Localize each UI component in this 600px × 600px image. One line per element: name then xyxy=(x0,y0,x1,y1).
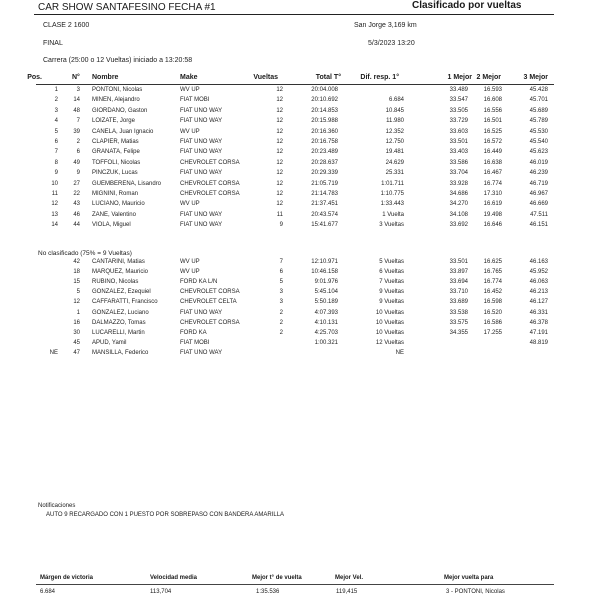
cell-laps: 6 xyxy=(279,269,283,276)
cell-l3: 46.063 xyxy=(529,279,548,286)
cell-l2: 17.310 xyxy=(483,191,502,197)
cell-num: 5 xyxy=(76,289,80,296)
cell-gap: 3 Vueltas xyxy=(379,222,404,229)
cell-make: WV UP xyxy=(180,128,200,135)
cell-l2: 16.525 xyxy=(483,128,502,135)
cell-make: FIAT UNO WAY xyxy=(180,222,223,229)
cell-total: 21:37.451 xyxy=(311,201,338,208)
cell-name: MIGNINI, Roman xyxy=(92,191,139,197)
table-row xyxy=(0,212,600,222)
cell-name: CLAPIER, Matias xyxy=(92,139,139,145)
cell-num: 6 xyxy=(76,149,80,156)
cell-laps: 12 xyxy=(276,118,283,125)
cell-gap: 1:10.775 xyxy=(380,191,404,197)
cell-make: WV UP xyxy=(180,269,200,276)
table-row xyxy=(0,269,600,279)
cell-pos: 6 xyxy=(54,139,58,145)
cell-l2: 16.501 xyxy=(483,118,502,125)
cell-l3: 48.819 xyxy=(529,339,548,346)
best-speed-value: 119,415 xyxy=(336,589,358,595)
cell-make: FIAT UNO WAY xyxy=(180,118,223,125)
cell-l2: 16.625 xyxy=(483,259,502,265)
margin-value: 6.684 xyxy=(40,589,56,595)
cell-laps: 12 xyxy=(276,97,283,104)
cell-num: 7 xyxy=(76,118,80,125)
cell-l3: 45.540 xyxy=(529,139,548,145)
cell-make: CHEVROLET CORSA xyxy=(180,159,240,166)
cell-l2: 16.765 xyxy=(483,269,502,276)
cell-num: 43 xyxy=(73,201,80,208)
cell-l1: 33.403 xyxy=(449,149,468,156)
cell-l2: 16.774 xyxy=(483,279,502,286)
cell-l3: 45.952 xyxy=(529,269,548,276)
date-label: 5/3/2023 13:20 xyxy=(368,40,415,47)
cell-total: 4:07.393 xyxy=(314,309,338,316)
cell-l1: 33.710 xyxy=(449,289,468,296)
cell-l1: 33.897 xyxy=(449,269,468,276)
cell-laps: 9 xyxy=(279,222,283,229)
cell-make: FORD KA xyxy=(180,329,207,336)
cell-total: 20:14.853 xyxy=(311,107,338,114)
cell-pos: 1 xyxy=(54,87,58,93)
cell-num: 30 xyxy=(73,329,80,336)
cell-l2: 16.520 xyxy=(483,309,502,316)
cell-total: 20:15.988 xyxy=(311,118,338,125)
cell-make: CHEVROLET CORSA xyxy=(180,180,240,187)
cell-name: GONZALEZ, Luciano xyxy=(92,309,149,316)
cell-name: GONZALEZ, Ezequiel xyxy=(92,289,151,296)
cell-gap: 6.684 xyxy=(388,97,404,104)
cell-make: FIAT UNO WAY xyxy=(180,149,223,156)
table-row xyxy=(0,259,600,269)
notes-title: Notificaciones xyxy=(38,503,76,509)
cell-l2: 16.449 xyxy=(483,149,502,156)
cell-name: LUCARELLI, Martin xyxy=(92,329,145,336)
table-row xyxy=(0,279,600,289)
cell-make: FIAT MOBI xyxy=(180,97,210,104)
cell-l2: 16.608 xyxy=(483,97,502,104)
cell-laps: 12 xyxy=(276,139,283,145)
report-title: Clasificado por vueltas xyxy=(412,0,522,11)
table-row xyxy=(0,289,600,299)
cell-total: 10:46.158 xyxy=(311,269,338,276)
cell-gap: 10 Vueltas xyxy=(375,329,404,336)
table-row xyxy=(0,320,600,330)
cell-laps: 12 xyxy=(276,191,283,197)
cell-laps: 2 xyxy=(279,329,283,336)
cell-gap: 10 Vueltas xyxy=(375,319,404,326)
cell-l3: 46.967 xyxy=(529,191,548,197)
cell-l1: 34.108 xyxy=(449,211,468,218)
cell-l2: 19.498 xyxy=(483,211,502,218)
cell-num: 49 xyxy=(73,159,80,166)
cell-name: GUEMBERENA, Lisandro xyxy=(92,180,162,187)
cell-gap: 24.629 xyxy=(385,159,404,166)
cell-laps: 3 xyxy=(279,289,283,296)
cell-l2: 16.646 xyxy=(483,222,502,229)
cell-laps: 11 xyxy=(276,211,283,218)
table-row xyxy=(0,310,600,320)
cell-l1: 33.928 xyxy=(449,180,468,187)
cell-make: CHEVROLET CORSA xyxy=(180,319,240,326)
cell-l2: 16.556 xyxy=(483,107,502,114)
cell-name: CANTARINI, Matias xyxy=(92,259,145,265)
cell-l2: 16.586 xyxy=(483,319,502,326)
cell-num: 48 xyxy=(73,107,80,114)
cell-l3: 46.331 xyxy=(529,309,548,316)
cell-num: 45 xyxy=(73,339,80,346)
cell-total: 5:45.104 xyxy=(314,289,338,296)
cell-gap: 1:01.711 xyxy=(381,180,404,187)
col-lap2: 2 Mejor xyxy=(476,74,501,81)
cell-name: DALMAZZO, Tomas xyxy=(92,319,146,326)
cell-gap: 9 Vueltas xyxy=(379,289,404,296)
cell-name: CANELA, Juan Ignacio xyxy=(92,128,154,135)
cell-pos: 14 xyxy=(51,222,58,229)
track-label: San Jorge 3,169 km xyxy=(354,22,417,29)
col-total: Total T° xyxy=(315,74,341,81)
cell-l3: 45.701 xyxy=(529,97,548,104)
cell-make: WV UP xyxy=(180,259,200,265)
cell-gap: 9 Vueltas xyxy=(379,299,404,306)
cell-l3: 47.511 xyxy=(530,211,548,218)
cell-l3: 45.623 xyxy=(529,149,548,156)
table-row xyxy=(0,160,600,170)
cell-l2: 16.619 xyxy=(483,201,502,208)
cell-name: VIOLA, Miguel xyxy=(92,222,131,229)
cell-pos: 3 xyxy=(54,107,58,114)
cell-make: CHEVROLET CELTA xyxy=(180,299,237,306)
cell-laps: 12 xyxy=(276,128,283,135)
cell-laps: 3 xyxy=(279,299,283,306)
cell-l3: 45.530 xyxy=(529,128,548,135)
cell-total: 20:43.574 xyxy=(311,211,338,218)
cell-l3: 47.191 xyxy=(529,329,548,336)
cell-total: 5:50.189 xyxy=(314,299,338,306)
table-row xyxy=(0,350,600,360)
cell-num: 42 xyxy=(73,259,80,265)
cell-total: 20:28.637 xyxy=(311,159,338,166)
margin-label: Márgen de victoria xyxy=(40,575,94,581)
cell-pos: 7 xyxy=(54,149,58,156)
best-lap-for-label: Mejor vuelta para xyxy=(444,575,494,581)
cell-laps: 5 xyxy=(279,279,283,286)
table-row xyxy=(0,201,600,211)
cell-pos: 9 xyxy=(54,170,58,177)
cell-l3: 46.151 xyxy=(529,222,548,229)
cell-pos: 11 xyxy=(51,191,58,197)
cell-gap: 19.481 xyxy=(385,149,404,156)
cell-make: CHEVROLET CORSA xyxy=(180,289,240,296)
cell-pos: 5 xyxy=(54,128,58,135)
cell-total: 20:10.692 xyxy=(311,97,338,104)
col-gap: Dif. resp. 1° xyxy=(360,74,399,81)
cell-l3: 46.213 xyxy=(529,289,548,296)
cell-total: 21:14.783 xyxy=(311,191,338,197)
cell-name: GIORDANO, Gaston xyxy=(92,107,148,114)
cell-name: LUCIANO, Mauricio xyxy=(92,201,145,208)
cell-laps: 12 xyxy=(276,107,283,114)
cell-pos: 13 xyxy=(51,211,58,218)
cell-gap: 5 Vueltas xyxy=(379,259,404,265)
cell-name: LOIZATE, Jorge xyxy=(92,118,135,125)
cell-gap: 25.331 xyxy=(385,170,404,177)
cell-make: FORD KA L/N xyxy=(180,279,218,286)
cell-pos: 8 xyxy=(54,159,58,166)
cell-pos: 10 xyxy=(51,180,58,187)
cell-name: PONTONI, Nicolas xyxy=(92,87,143,93)
col-lap3: 3 Mejor xyxy=(523,74,548,81)
cell-name: MINEN, Alejandro xyxy=(92,97,140,104)
cell-l1: 33.547 xyxy=(449,97,468,104)
cell-num: 27 xyxy=(73,180,80,187)
cell-num: 22 xyxy=(73,191,80,197)
cell-l1: 33.603 xyxy=(449,128,468,135)
table-row xyxy=(0,108,600,118)
cell-l3: 46.239 xyxy=(529,170,548,177)
table-row xyxy=(0,299,600,309)
cell-laps: 12 xyxy=(276,201,283,208)
cell-name: ZANE, Valentino xyxy=(92,211,136,218)
cell-total: 20:16.758 xyxy=(311,139,338,145)
cell-total: 15:41.677 xyxy=(311,222,338,229)
avg-speed-value: 113,704 xyxy=(150,589,172,595)
notes-item: AUTO 9 RECARGADO CON 1 PUESTO POR SOBREPASO CON BANDERA AMARILLA xyxy=(46,512,285,518)
cell-total: 20:04.008 xyxy=(311,87,338,93)
cell-gap: 12.750 xyxy=(385,139,404,145)
cell-l2: 16.593 xyxy=(483,87,502,93)
cell-name: GRANATA, Felipe xyxy=(92,149,140,156)
cell-l1: 33.586 xyxy=(449,159,468,166)
cell-l3: 45.789 xyxy=(529,118,548,125)
cell-l3: 46.019 xyxy=(529,159,548,166)
cell-l2: 17.255 xyxy=(483,329,502,336)
summary-divider xyxy=(36,584,554,585)
cell-num: 3 xyxy=(76,87,80,93)
table-row xyxy=(0,118,600,128)
cell-pos: 12 xyxy=(51,201,58,208)
cell-make: FIAT UNO WAY xyxy=(180,309,223,316)
cell-total: 20:29.339 xyxy=(311,170,338,177)
race-info: Carrera (25:00 o 12 Vueltas) iniciado a 13:20:58 xyxy=(43,57,193,64)
cell-total: 4:25.703 xyxy=(314,329,338,336)
cell-l1: 34.270 xyxy=(449,201,468,208)
cell-l3: 46.719 xyxy=(529,180,548,187)
col-make: Make xyxy=(180,74,198,81)
cell-l3: 46.163 xyxy=(529,259,548,265)
cell-gap: 1:33.443 xyxy=(380,201,404,208)
cell-make: FIAT UNO WAY xyxy=(180,139,223,145)
cell-l1: 34.686 xyxy=(449,191,468,197)
table-row xyxy=(0,181,600,191)
cell-gap: 1 Vuelta xyxy=(382,211,404,218)
cell-gap: 12.352 xyxy=(385,128,404,135)
avg-speed-label: Velocidad media xyxy=(150,575,198,581)
cell-num: 9 xyxy=(76,170,80,177)
cell-num: 15 xyxy=(73,279,80,286)
cell-gap: 10.845 xyxy=(385,107,404,114)
cell-laps: 12 xyxy=(276,159,283,166)
table-row xyxy=(0,170,600,180)
cell-l2: 16.452 xyxy=(483,289,502,296)
cell-l1: 33.692 xyxy=(449,222,468,229)
cell-l2: 16.638 xyxy=(483,159,502,166)
cell-make: WV UP xyxy=(180,201,200,208)
col-name: Nombre xyxy=(92,74,119,81)
best-lap-value: 1:35.536 xyxy=(256,589,280,595)
not-classified-label: No clasificado (75% = 9 Vueltas) xyxy=(38,250,132,257)
cell-total: 20:16.360 xyxy=(311,128,338,135)
cell-gap: NE xyxy=(395,349,404,356)
cell-num: 47 xyxy=(73,349,80,356)
cell-l1: 33.704 xyxy=(449,170,468,177)
cell-l1: 33.489 xyxy=(449,87,468,93)
col-num: N° xyxy=(72,74,80,81)
cell-l3: 45.428 xyxy=(529,87,548,93)
cell-l1: 33.694 xyxy=(449,279,468,286)
table-row xyxy=(0,87,600,97)
cell-make: WV UP xyxy=(180,87,200,93)
table-row xyxy=(0,149,600,159)
cell-make: FIAT UNO WAY xyxy=(180,170,223,177)
cell-num: 2 xyxy=(76,139,80,145)
cell-l3: 46.378 xyxy=(529,319,548,326)
cell-l1: 33.689 xyxy=(449,299,468,306)
cell-num: 14 xyxy=(73,97,80,104)
cell-gap: 12 Vueltas xyxy=(375,339,404,346)
cell-laps: 12 xyxy=(276,87,283,93)
cell-laps: 7 xyxy=(279,259,283,265)
cell-l1: 33.501 xyxy=(449,259,468,265)
cell-laps: 2 xyxy=(279,319,283,326)
cell-l1: 33.729 xyxy=(449,118,468,125)
title-divider xyxy=(34,14,554,15)
cell-name: CAFFARATTI, Francisco xyxy=(92,299,158,306)
cell-l3: 46.669 xyxy=(529,201,548,208)
cell-make: FIAT UNO WAY xyxy=(180,107,223,114)
table-row xyxy=(0,191,600,201)
col-lap1: 1 Mejor xyxy=(447,74,472,81)
session-label: FINAL xyxy=(43,40,63,47)
cell-make: FIAT UNO WAY xyxy=(180,211,223,218)
cell-total: 12:10.971 xyxy=(311,259,338,265)
event-title: CAR SHOW SANTAFESINO FECHA #1 xyxy=(38,2,216,13)
cell-total: 4:10.131 xyxy=(314,319,338,326)
table-row xyxy=(0,330,600,340)
cell-laps: 12 xyxy=(276,170,283,177)
cell-laps: 2 xyxy=(279,309,283,316)
cell-pos: 4 xyxy=(54,118,58,125)
best-lap-for-value: 3 - PONTONI, Nicolas xyxy=(446,589,505,595)
cell-num: 16 xyxy=(73,319,80,326)
cell-name: MARQUEZ, Mauricio xyxy=(92,269,149,276)
cell-l1: 33.505 xyxy=(449,107,468,114)
cell-l3: 46.127 xyxy=(529,299,548,306)
cell-make: CHEVROLET CORSA xyxy=(180,191,240,197)
cell-gap: 11.980 xyxy=(386,118,404,125)
cell-name: RUBINO, Nicolas xyxy=(92,279,139,286)
table-row xyxy=(0,222,600,232)
cell-total: 21:05.719 xyxy=(311,180,338,187)
cell-gap: 10 Vueltas xyxy=(375,309,404,316)
cell-make: FIAT MOBI xyxy=(180,339,210,346)
cell-l1: 34.355 xyxy=(449,329,468,336)
category-label: CLASE 2 1600 xyxy=(43,22,90,29)
cell-name: TOFFOLI, Nicolas xyxy=(92,159,141,166)
cell-l2: 16.572 xyxy=(483,139,502,145)
cell-num: 46 xyxy=(73,211,80,218)
table-row xyxy=(0,129,600,139)
table-row xyxy=(0,340,600,350)
cell-total: 9:01.976 xyxy=(314,279,338,286)
cell-l1: 33.538 xyxy=(449,309,468,316)
cell-total: 20:23.489 xyxy=(311,149,338,156)
cell-name: MANSILLA, Federico xyxy=(92,349,149,356)
best-lap-label: Mejor t° de vuelta xyxy=(252,575,302,581)
cell-name: PINCZUK, Lucas xyxy=(92,170,138,177)
cell-laps: 12 xyxy=(276,180,283,187)
cell-l1: 33.501 xyxy=(449,139,468,145)
col-pos: Pos. xyxy=(27,74,42,81)
cell-pos: 2 xyxy=(54,97,58,104)
table-row xyxy=(0,139,600,149)
cell-num: 1 xyxy=(76,309,80,316)
cell-num: 39 xyxy=(73,128,80,135)
cell-gap: 7 Vueltas xyxy=(379,279,404,286)
cell-pos: NE xyxy=(49,349,58,356)
cell-name: APUD, Yamil xyxy=(92,339,127,346)
table-row xyxy=(0,97,600,107)
cell-laps: 12 xyxy=(276,149,283,156)
cell-num: 44 xyxy=(73,222,80,229)
cell-l2: 16.598 xyxy=(483,299,502,306)
cell-l2: 16.774 xyxy=(483,180,502,187)
cell-num: 12 xyxy=(73,299,80,306)
best-speed-label: Mejor Vel. xyxy=(335,575,364,581)
cell-total: 1:00.321 xyxy=(314,339,338,346)
cell-l1: 33.575 xyxy=(449,319,468,326)
cell-make: FIAT UNO WAY xyxy=(180,349,223,356)
col-laps: Vueltas xyxy=(253,74,278,81)
cell-gap: 6 Vueltas xyxy=(379,269,404,276)
cell-l2: 16.467 xyxy=(483,170,502,177)
cell-l3: 45.689 xyxy=(529,107,548,114)
cell-num: 18 xyxy=(73,269,80,276)
header-divider xyxy=(36,84,554,85)
